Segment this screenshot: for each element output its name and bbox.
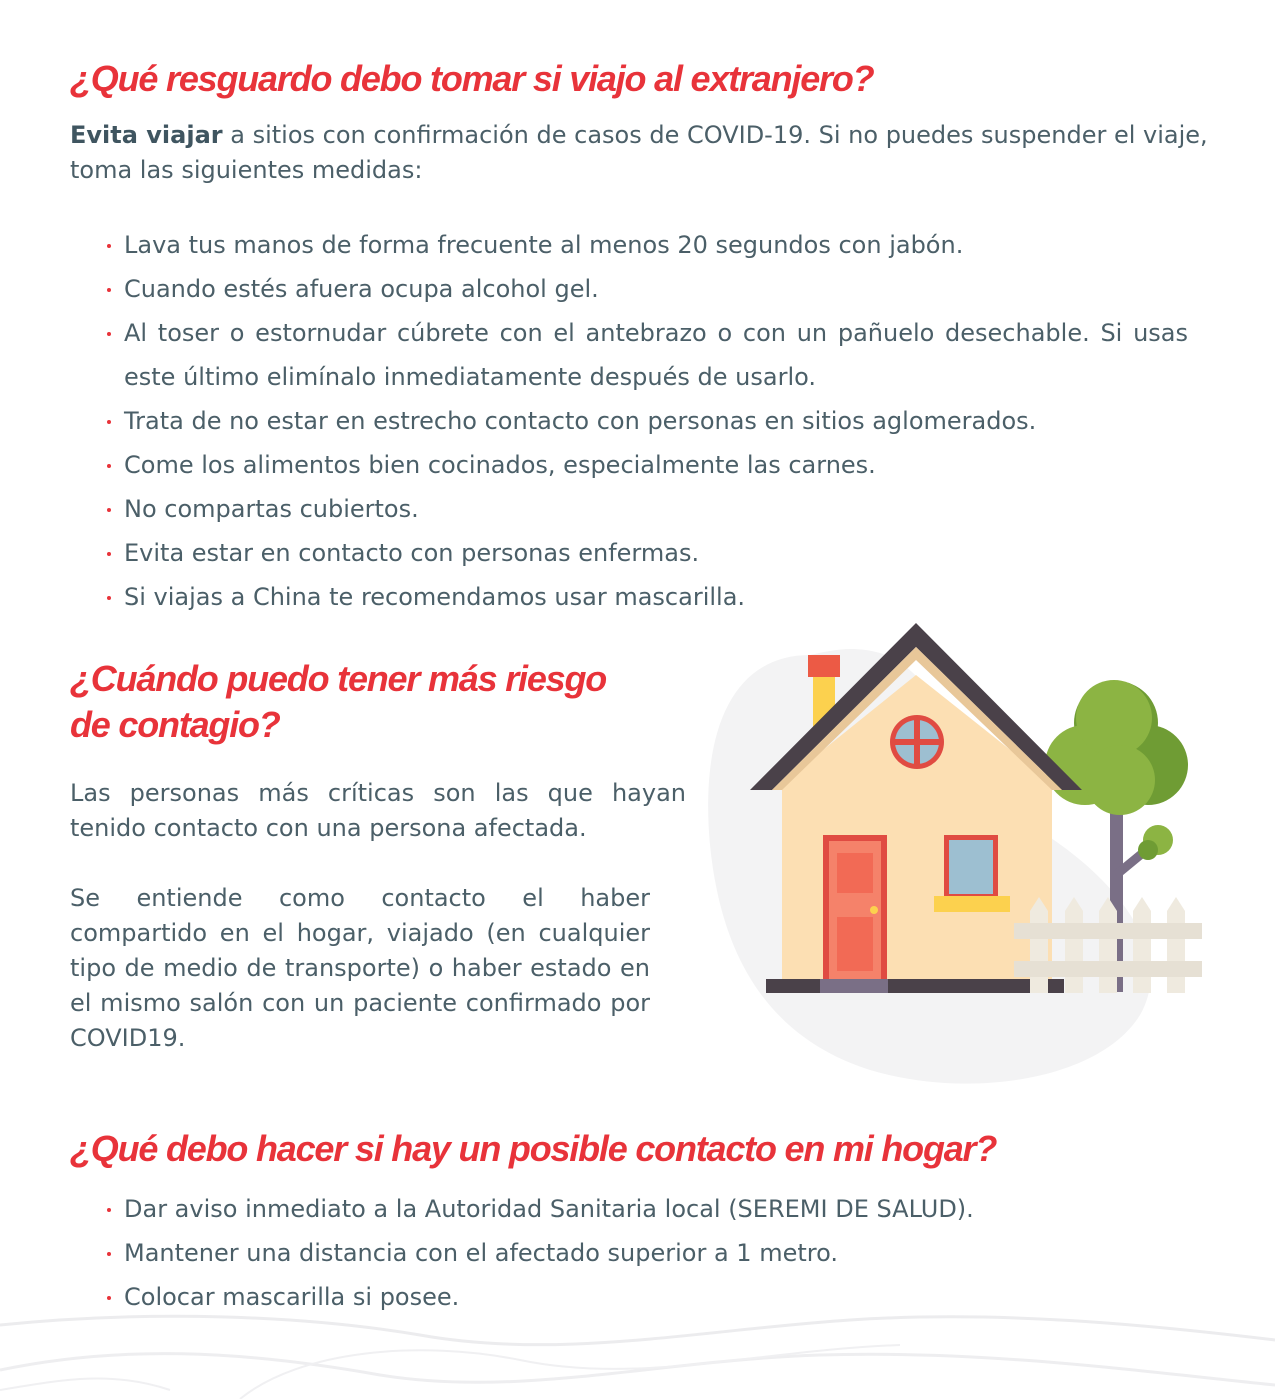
list-item: Colocar mascarilla si posee. — [100, 1275, 1188, 1319]
section1-intro-bold: Evita viajar — [70, 121, 223, 149]
list-item: Lava tus manos de forma frecuente al menos 20 segundos con jabón. — [100, 223, 1188, 267]
list-item: Al toser o estornudar cúbrete con el antebrazo o con un pañuelo desechable. Si usas este último elimínalo inmediatamente después de usarlo. — [100, 311, 1188, 399]
section2-para1: Las personas más críticas son las que hayan tenido contacto con una persona afectada. — [70, 779, 686, 842]
section1-intro-text: a sitios con confirmación de casos de COVID-19. Si no puedes suspender el viaje, toma las siguientes medidas: — [70, 121, 1208, 184]
section2-title-line2: de contagio? — [70, 704, 280, 745]
section1-list — [100, 223, 1188, 619]
list-item: Si viajas a China te recomendamos usar mascarilla. — [100, 575, 1188, 619]
section3-title: ¿Qué debo hacer si hay un posible contacto en mi hogar? — [70, 1128, 997, 1169]
list-item: Evita estar en contacto con personas enfermas. — [100, 531, 1188, 575]
list-item: Trata de no estar en estrecho contacto con personas en sitios aglomerados. — [100, 399, 1188, 443]
section1-title: ¿Qué resguardo debo tomar si viajo al extranjero? — [70, 58, 874, 99]
house-illustration — [700, 615, 1210, 1090]
fence-icon — [1014, 897, 1202, 993]
list-item: Dar aviso inmediato a la Autoridad Sanitaria local (SEREMI DE SALUD). — [100, 1187, 1188, 1231]
list-item: Mantener una distancia con el afectado superior a 1 metro. — [100, 1231, 1188, 1275]
background-waves — [0, 1290, 1275, 1399]
list-item: Come los alimentos bien cocinados, especialmente las carnes. — [100, 443, 1188, 487]
list-item: No compartas cubiertos. — [100, 487, 1188, 531]
section2-para2: Se entiende como contacto el haber compartido en el hogar, viajado (en cualquier tipo de medio de transporte) o haber estado en el mismo salón con un paciente confirmado por COVID19. — [70, 884, 650, 1052]
section2-title-line1: ¿Cuándo puedo tener más riesgo — [70, 658, 607, 699]
section1-intro — [70, 118, 1210, 188]
list-item: Cuando estés afuera ocupa alcohol gel. — [100, 267, 1188, 311]
